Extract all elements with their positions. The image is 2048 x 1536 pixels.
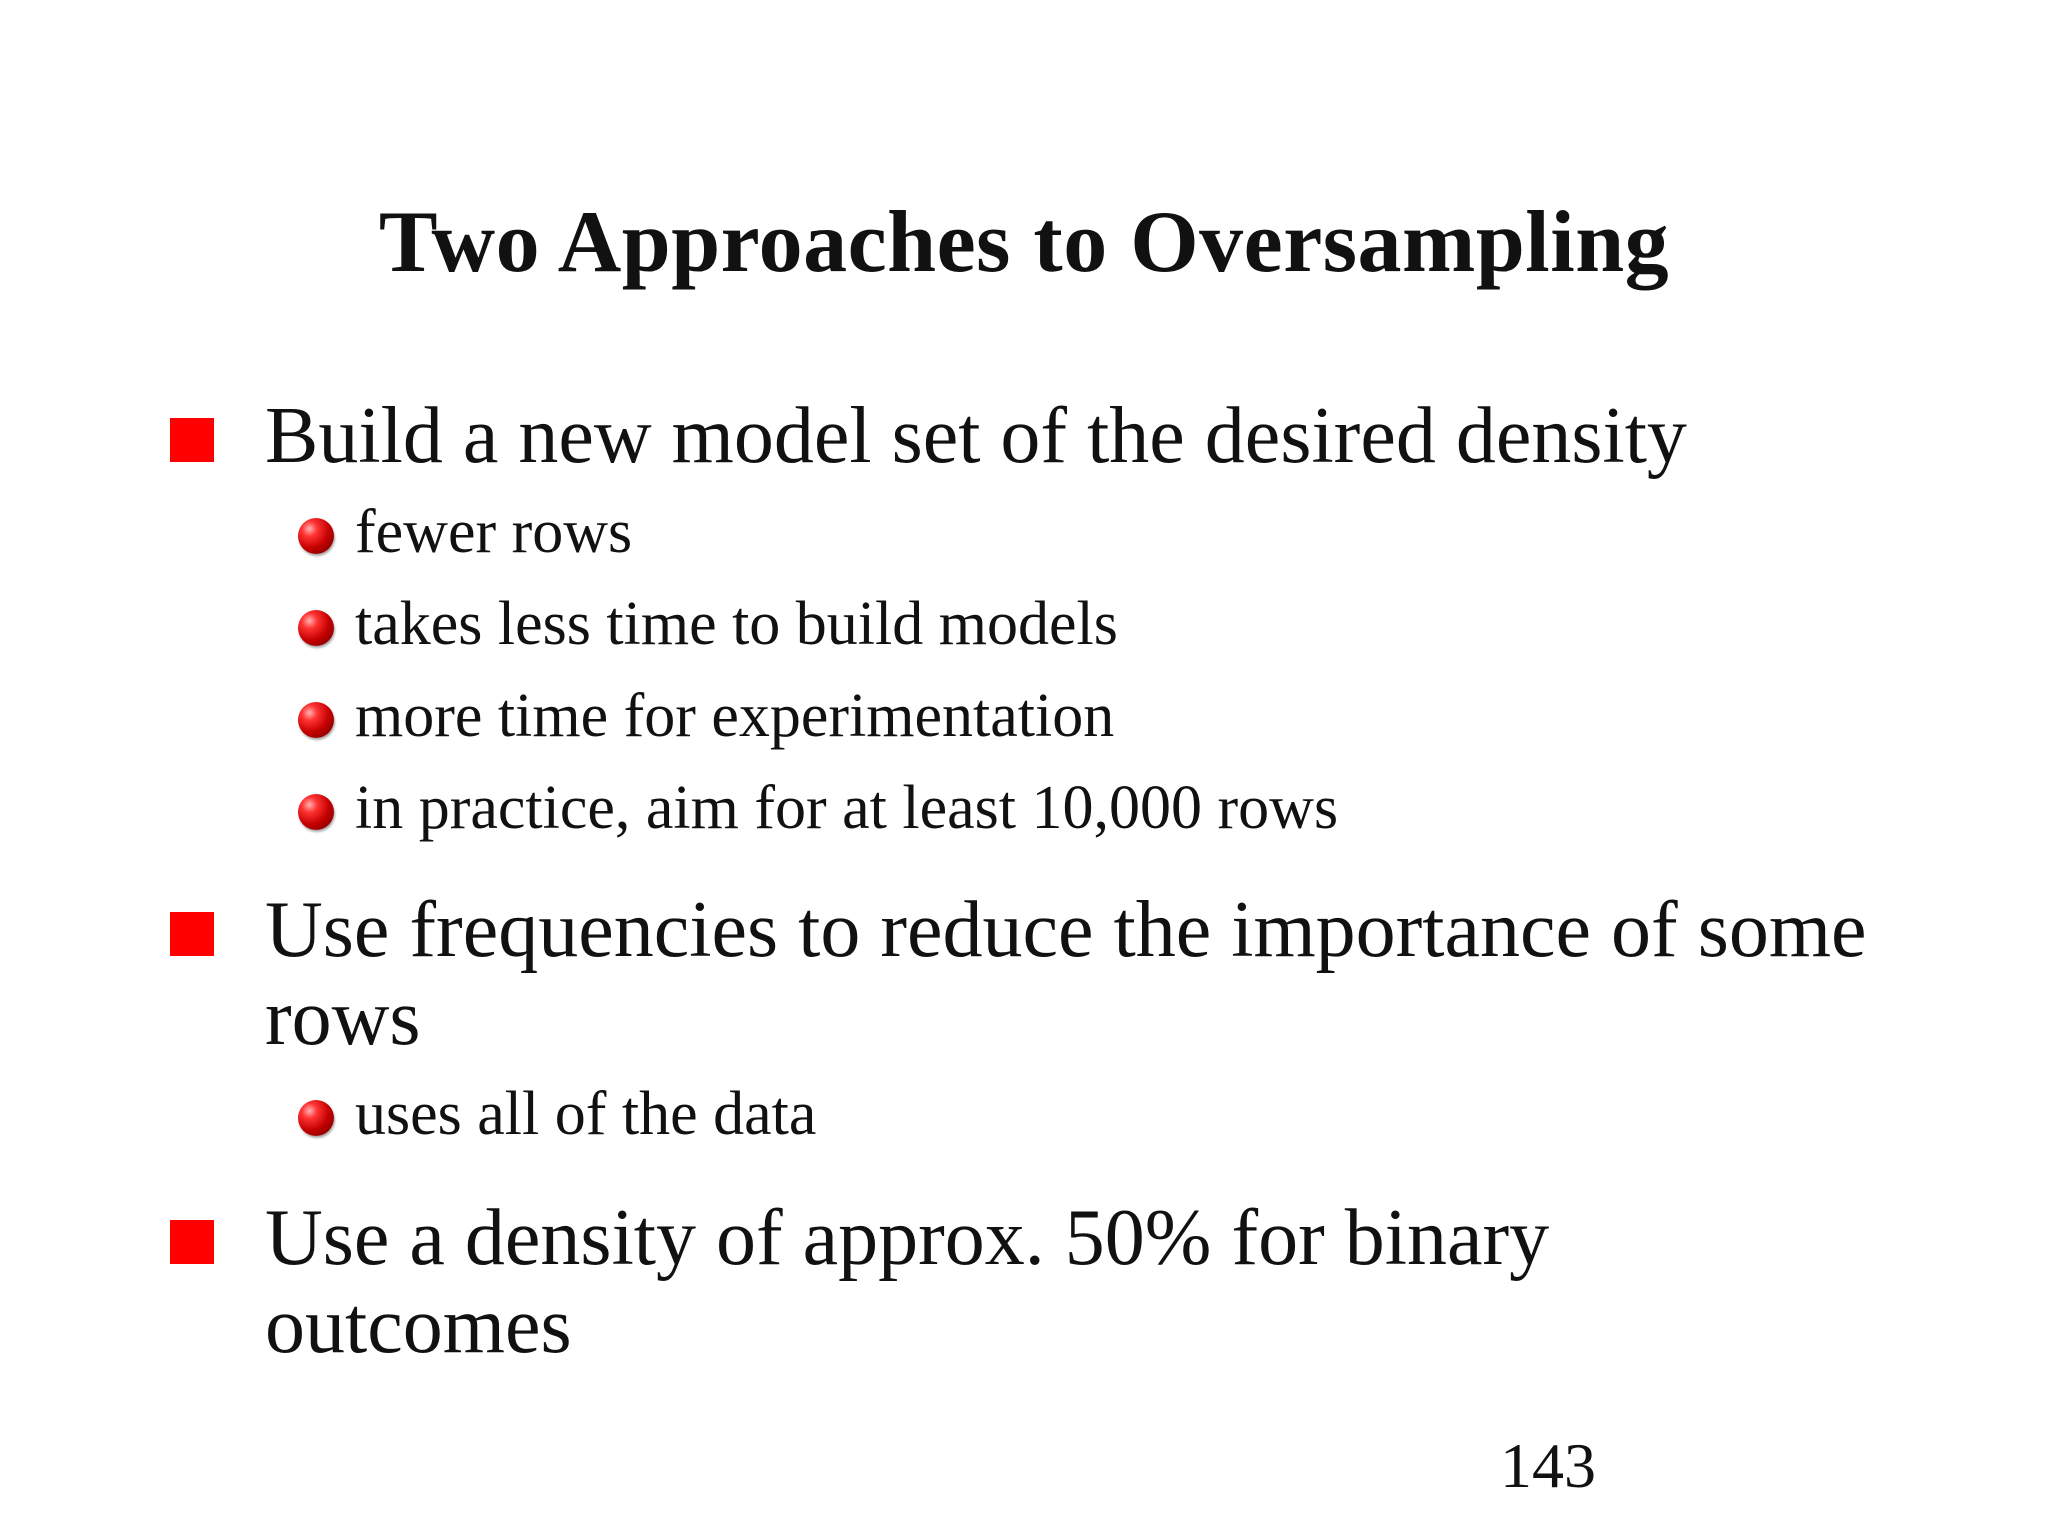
slide-title: Two Approaches to Oversampling [378,194,1670,291]
red-ball-bullet-icon [298,794,334,830]
bullet-text: Use a density of approx. 50% for binary outcomes [265,1194,1550,1370]
sub-bullet-text: more time for experimentation [355,682,1115,750]
square-bullet-icon [170,418,214,462]
red-ball-bullet-icon [298,1100,334,1136]
sub-bullet-item [355,680,1114,752]
sub-bullet-text: fewer rows [355,498,633,566]
sub-bullet-item [355,588,1118,660]
red-ball-bullet-icon [298,610,334,646]
sub-bullet-text: in practice, aim for at least 10,000 rows [355,774,1339,842]
red-ball-bullet-icon [298,702,334,738]
bullet-item [265,1194,1635,1370]
bullet-item [265,886,1885,1062]
sub-bullet-item [355,772,1338,844]
sub-bullet-text: uses all of the data [355,1080,817,1148]
bullet-text: Build a new model set of the desired density [265,392,1687,480]
sub-bullet-text: takes less time to build models [355,590,1118,658]
bullet-text: Use frequencies to reduce the importance of some rows [265,886,1867,1062]
square-bullet-icon [170,1220,214,1264]
square-bullet-icon [170,912,214,956]
sub-bullet-item [355,496,632,568]
red-ball-bullet-icon [298,518,334,554]
sub-bullet-item [355,1078,816,1150]
page-number: 143 [1500,1430,1596,1501]
bullet-item [265,392,1885,480]
